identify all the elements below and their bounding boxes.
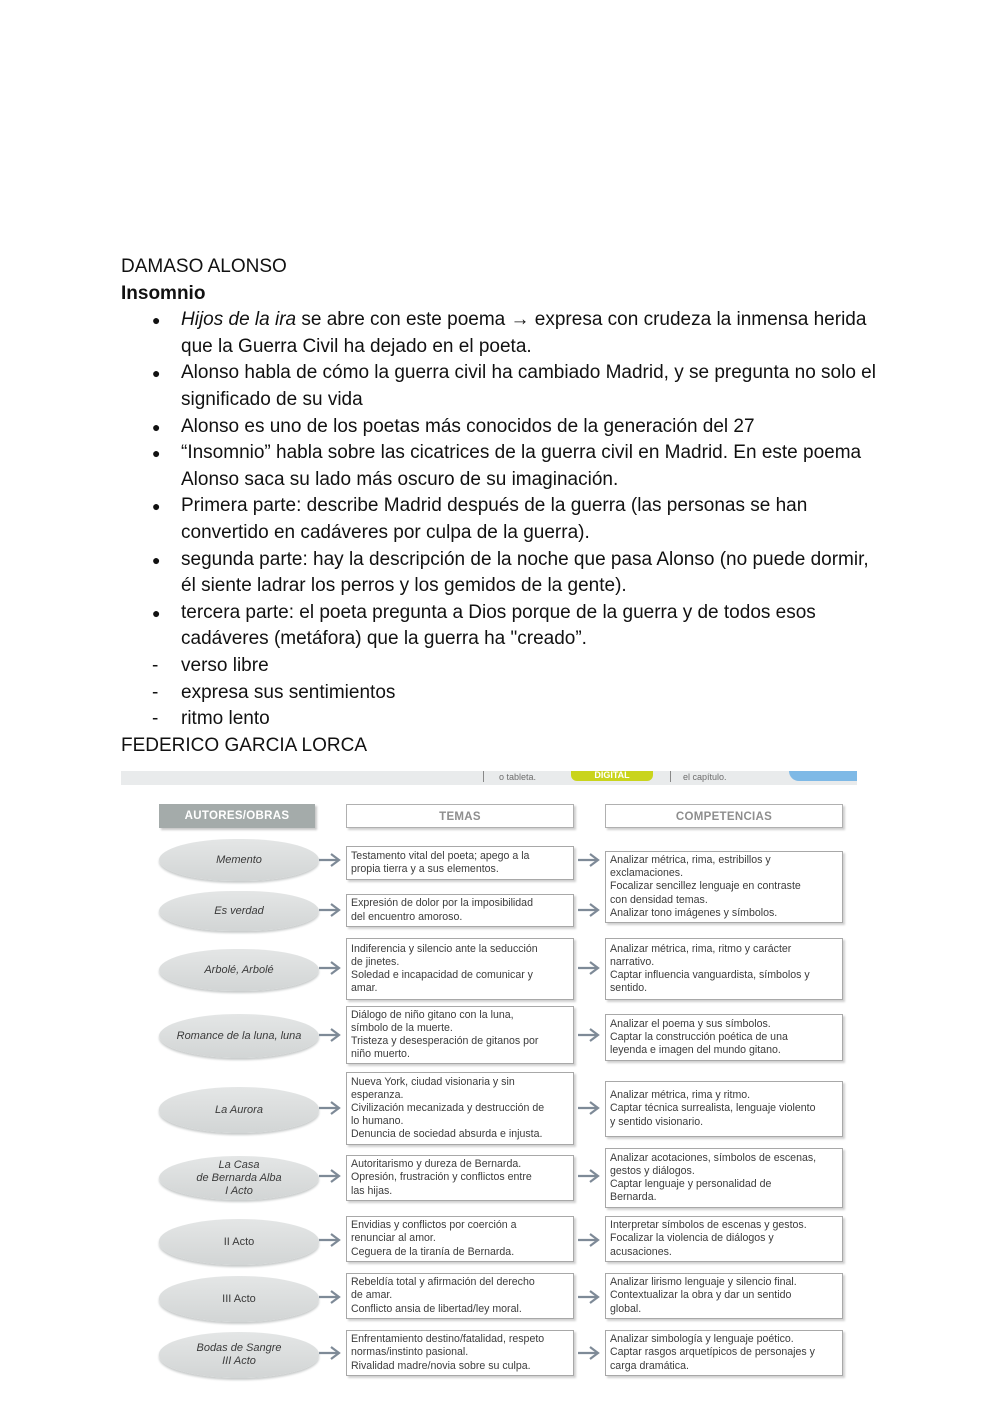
author-heading-2: FEDERICO GARCIA LORCA: [121, 734, 367, 756]
arrow-right-icon: [318, 852, 342, 868]
arrow-right-icon: [318, 1168, 342, 1184]
work-pill: Arbolé, Arbolé: [159, 949, 319, 991]
dash-item: - expresa sus sentimientos: [121, 680, 881, 707]
dash-item: - verso libre: [121, 653, 881, 680]
arrow-right-icon: [318, 1027, 342, 1043]
work-pill: Es verdad: [159, 891, 319, 931]
header-competencies: COMPETENCIAS: [605, 804, 843, 828]
bullet-item: [121, 360, 881, 413]
theme-box: Expresión de dolor por la imposibilidad del encuentro amoroso.: [346, 894, 574, 927]
blue-badge: [789, 771, 857, 781]
arrow-right-icon: [577, 1345, 601, 1361]
digital-badge: DIGITAL: [571, 771, 653, 781]
strip-divider: [670, 771, 671, 782]
work-pill: Romance de la luna, luna: [159, 1014, 319, 1058]
competence-box: Analizar simbología y lenguaje poético. Captar rasgos arquetípicos de personajes y carga dramática.: [605, 1330, 843, 1376]
arrow-right-icon: [577, 1232, 601, 1248]
bullet-item: [121, 600, 881, 653]
arrow-right-icon: [577, 902, 601, 918]
bullet-text: Alonso habla de cómo la guerra civil ha cambiado Madrid, y se pregunta no solo el significado de su vida: [181, 362, 876, 410]
competence-box: Analizar lirismo lenguaje y silencio final. Contextualizar la obra y dar un sentido global.: [605, 1273, 843, 1319]
lorca-summary-figure: [121, 771, 857, 1389]
competence-box: Analizar métrica, rima, estribillos y exclamaciones. Focalizar sencillez lenguaje en contraste con densidad temas. Analizar tono imágenes y símbolos.: [605, 851, 843, 923]
theme-box: Envidias y conflictos por coerción a renunciar al amor. Ceguera de la tiranía de Bernarda.: [346, 1216, 574, 1262]
bullet-list: [121, 307, 881, 653]
strip-divider: [483, 771, 484, 782]
bullet-item: [121, 414, 881, 441]
strip-left-text: o tableta.: [499, 772, 537, 782]
theme-box: Diálogo de niño gitano con la luna, símbolo de la muerte. Tristeza y desesperación de gitanos por niño muerto.: [346, 1006, 574, 1064]
arrow-right-icon: [577, 1289, 601, 1305]
bullet-text: se abre con este poema → expresa con crudeza la inmensa herida que la Guerra Civil ha dejado en el poeta.: [181, 309, 867, 357]
poem-title: Insomnio: [121, 282, 206, 304]
figure-top-strip: [121, 771, 857, 785]
work-pill: Bodas de Sangre III Acto: [159, 1332, 319, 1378]
arrow-right-icon: [318, 1345, 342, 1361]
bullet-text: Primera parte: describe Madrid después de la guerra (las personas se han convertido en cadáveres por culpa de la guerra).: [181, 495, 808, 543]
bullet-text: “Insomnio” habla sobre las cicatrices de la guerra civil en Madrid. En este poema Alonso saca su lado más oscuro de su imaginación.: [181, 442, 862, 490]
arrow-right-icon: [577, 1100, 601, 1116]
arrow-right-icon: [577, 960, 601, 976]
arrow-right-icon: [577, 1027, 601, 1043]
work-pill: III Acto: [159, 1276, 319, 1322]
bullet-text: Alonso es uno de los poetas más conocidos de la generación del 27: [181, 415, 755, 437]
competence-box: Analizar el poema y sus símbolos. Captar la construcción poética de una leyenda e imagen del mundo gitano.: [605, 1014, 843, 1061]
theme-box: Testamento vital del poeta; apego a la propia tierra y a sus elementos.: [346, 846, 574, 880]
header-authors: AUTORES/OBRAS: [159, 804, 315, 828]
arrow-right-icon: [318, 1289, 342, 1305]
competence-box: Interpretar símbolos de escenas y gestos. Focalizar la violencia de diálogos y acusaciones.: [605, 1216, 843, 1262]
bullet-text: tercera parte: el poeta pregunta a Dios porque de la guerra y de todos esos cadáveres (metáfora) que la guerra ha "creado”.: [181, 601, 816, 650]
bullet-text: segunda parte: hay la descripción de la noche que pasa Alonso (no puede dormir, él siente ladrar los perros y los gemidos de la gente).: [181, 548, 869, 597]
arrow-right-icon: [577, 1168, 601, 1184]
competence-box: Analizar métrica, rima, ritmo y carácter narrativo. Captar influencia vanguardista, símbolos y sentido.: [605, 938, 843, 1000]
dash-list: [121, 653, 881, 733]
theme-box: Enfrentamiento destino/fatalidad, respeto normas/instinto pasional. Rivalidad madre/novia sobre su culpa.: [346, 1330, 574, 1376]
dash-item: - ritmo lento: [121, 706, 881, 733]
bullet-item: [121, 493, 881, 546]
work-pill: Memento: [159, 839, 319, 881]
arrow-right-icon: [318, 960, 342, 976]
arrow-right-icon: [577, 852, 601, 868]
bullet-item: [121, 547, 881, 600]
strip-right-text: el capítulo.: [683, 772, 727, 782]
author-heading: DAMASO ALONSO: [121, 256, 287, 277]
work-pill: II Acto: [159, 1219, 319, 1265]
competence-box: Analizar métrica, rima y ritmo. Captar técnica surrealista, lenguaje violento y sentido visionario.: [605, 1081, 843, 1137]
arrow-right-icon: [318, 1100, 342, 1116]
work-pill: La Casa de Bernarda Alba I Acto: [159, 1156, 319, 1200]
theme-box: Indiferencia y silencio ante la seducción de jinetes. Soledad e incapacidad de comunicar y amar.: [346, 938, 574, 1000]
arrow-right-icon: [318, 902, 342, 918]
theme-box: Nueva York, ciudad visionaria y sin esperanza. Civilización mecanizada y destrucción de lo humano. Denuncia de sociedad absurda e injusta.: [346, 1072, 574, 1145]
notes-text: [121, 254, 881, 759]
bullet-item: [121, 440, 881, 493]
book-title: Hijos de la ira: [181, 309, 297, 331]
arrow-right-icon: [318, 1232, 342, 1248]
work-pill: La Aurora: [159, 1087, 319, 1133]
theme-box: Rebeldía total y afirmación del derecho de amar. Conflicto ansia de libertad/ley moral.: [346, 1273, 574, 1319]
bullet-item: [121, 307, 881, 360]
competence-box: Analizar acotaciones, símbolos de escenas, gestos y diálogos. Captar lenguaje y personalidad de Bernarda.: [605, 1148, 843, 1208]
theme-box: Autoritarismo y dureza de Bernarda. Opresión, frustración y conflictos entre las hijas.: [346, 1155, 574, 1201]
header-themes: TEMAS: [346, 804, 574, 828]
